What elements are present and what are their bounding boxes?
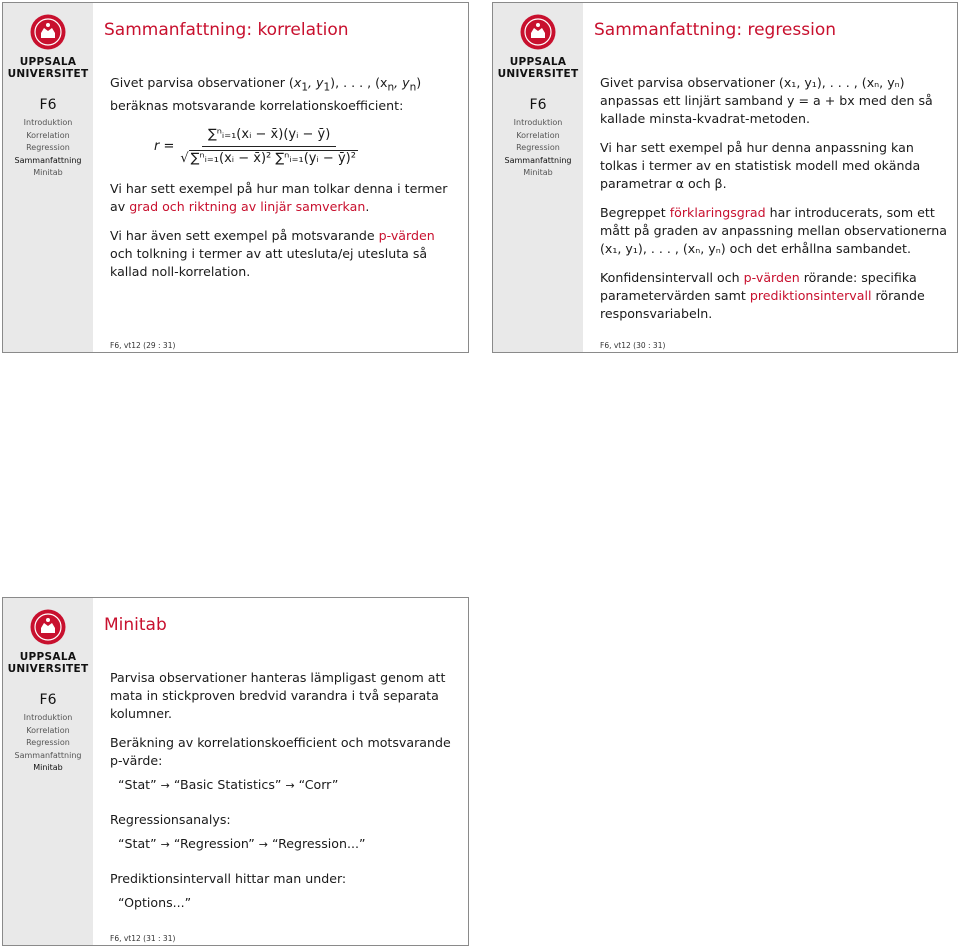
nav-introduktion[interactable]: Introduktion (23, 118, 73, 127)
uppsala-university-seal-icon (520, 14, 556, 50)
uppsala-university-seal-icon (30, 14, 66, 50)
paragraph-model: Vi har sett exempel på hur denna anpassning kan tolkas i termer av en statistisk modell med okända parametrar α och β. (600, 140, 921, 191)
uni-line-1: UPPSALA (509, 56, 567, 68)
nav-minitab[interactable]: Minitab (523, 168, 553, 177)
nav-korrelation[interactable]: Korrelation (26, 725, 70, 735)
paragraph-fit: Givet parvisa observationer (x₁, y₁), . . . , (xₙ, yₙ) anpassas ett linjärt samband y = a + bx med den så kallade minsta-kvadrat-metoden. (600, 75, 933, 126)
paragraph-data-entry: Parvisa observationer hanteras lämpligast genom att mata in stickproven bredvid varandra i två separata kolumner. (110, 670, 446, 721)
nav-regression[interactable]: Regression (26, 143, 70, 152)
slide-title: Sammanfattning: regression (594, 20, 837, 40)
paragraph-regression: Regressionsanalys: (110, 812, 231, 827)
university-name (3, 651, 93, 675)
slide-footer: F6, vt12 (31 : 31) (110, 934, 176, 943)
nav-korrelation[interactable]: Korrelation (516, 130, 560, 140)
menu-item-regression-dialog: “Regression...” (271, 836, 366, 851)
arrow-right-icon: → (160, 779, 170, 792)
menu-path-regression (118, 835, 458, 854)
correlation-formula: r = $\frac{\text{∑ⁿᵢ₌₁(xᵢ − x̄)(yᵢ − ȳ)}}{\text{√ ∑ⁿᵢ₌₁(xᵢ − x̄)² ∑ⁿᵢ₌₁(yᵢ − ȳ)²}}$ (154, 126, 356, 166)
nav-sammanfattning[interactable]: Sammanfattning (504, 155, 572, 165)
slide-footer: F6, vt12 (29 : 31) (110, 341, 176, 350)
paragraph-r2: Begreppet förklaringsgrad har introducerats, som ett mått på graden av anpassning mellan observationerna (x₁, y₁), . . . , (xₙ, yₙ) och det erhållna sambandet. (600, 205, 947, 256)
deck-label: F6 (529, 97, 547, 113)
sidebar-nav (493, 117, 583, 180)
uni-line-1: UPPSALA (19, 56, 77, 68)
menu-item-corr: “Corr” (298, 777, 339, 792)
paragraph-intro: Givet parvisa observationer ($x_1$, $y_1$), . . . , ($x_n$, $y_n$) beräknas motsvarande korrelationskoefficient: (110, 75, 422, 113)
university-name (493, 56, 583, 80)
deck-label: F6 (39, 97, 57, 113)
sidebar (493, 3, 583, 352)
arrow-right-icon: → (285, 779, 295, 792)
slide-minitab (2, 597, 469, 946)
uppsala-university-seal-icon (30, 609, 66, 645)
uni-line-2: UNIVERSITET (7, 663, 89, 675)
formula-denominator: ∑ⁿᵢ₌₁(xᵢ − x̄)² ∑ⁿᵢ₌₁(yᵢ − ȳ)² (190, 150, 356, 166)
sidebar (3, 3, 93, 352)
nav-regression[interactable]: Regression (516, 143, 560, 152)
paragraph-interpretation: Vi har sett exempel på hur man tolkar denna i termer av grad och riktning av linjär samverkan. (110, 180, 448, 214)
arrow-right-icon: → (160, 838, 170, 851)
slide-footer: F6, vt12 (30 : 31) (600, 341, 666, 350)
menu-item-options: “Options...” (118, 895, 192, 910)
sidebar-nav (3, 117, 93, 180)
slide-body (110, 669, 458, 928)
menu-path-options (118, 894, 458, 912)
nav-minitab[interactable]: Minitab (33, 763, 63, 772)
slide-korrelation (2, 2, 469, 353)
uni-line-2: UNIVERSITET (7, 68, 89, 80)
nav-korrelation[interactable]: Korrelation (26, 130, 70, 140)
formula-lhs: r = (154, 138, 175, 154)
sidebar-nav (3, 712, 93, 775)
menu-item-basic-statistics: “Basic Statistics” (173, 777, 282, 792)
nav-introduktion[interactable]: Introduktion (513, 118, 563, 127)
paragraph-correlation: Beräkning av korrelationskoefficient och motsvarande p-värde: (110, 735, 451, 768)
sidebar (3, 598, 93, 945)
nav-minitab[interactable]: Minitab (33, 168, 63, 177)
uni-line-2: UNIVERSITET (497, 68, 579, 80)
arrow-right-icon: → (258, 838, 268, 851)
university-name (3, 56, 93, 80)
menu-item-stat: “Stat” (118, 777, 157, 792)
deck-label: F6 (39, 692, 57, 708)
slide-title: Sammanfattning: korrelation (104, 20, 349, 40)
slide-body (110, 74, 458, 292)
menu-item-stat: “Stat” (118, 836, 157, 851)
uni-line-1: UPPSALA (19, 651, 77, 663)
slide-title: Minitab (104, 615, 167, 635)
nav-sammanfattning[interactable]: Sammanfattning (14, 155, 82, 165)
nav-introduktion[interactable]: Introduktion (23, 713, 73, 722)
nav-sammanfattning[interactable]: Sammanfattning (14, 750, 82, 760)
slide-body (600, 74, 947, 334)
paragraph-intervals: Konfidensintervall och p-värden rörande: specifika parametervärden samt prediktionsintervall rörande responsvariabeln. (600, 270, 925, 321)
menu-item-regression: “Regression” (173, 836, 255, 851)
menu-path-corr (118, 776, 458, 795)
nav-regression[interactable]: Regression (26, 738, 70, 747)
formula-numerator: ∑ⁿᵢ₌₁(xᵢ − x̄)(yᵢ − ȳ) (202, 126, 336, 147)
slide-regression (492, 2, 958, 353)
paragraph-pvalues: Vi har även sett exempel på motsvarande p-värden och tolkning i termer av att utesluta/ej utesluta så kallad noll-korrelation. (110, 227, 435, 279)
paragraph-prediction: Prediktionsintervall hittar man under: (110, 871, 347, 886)
